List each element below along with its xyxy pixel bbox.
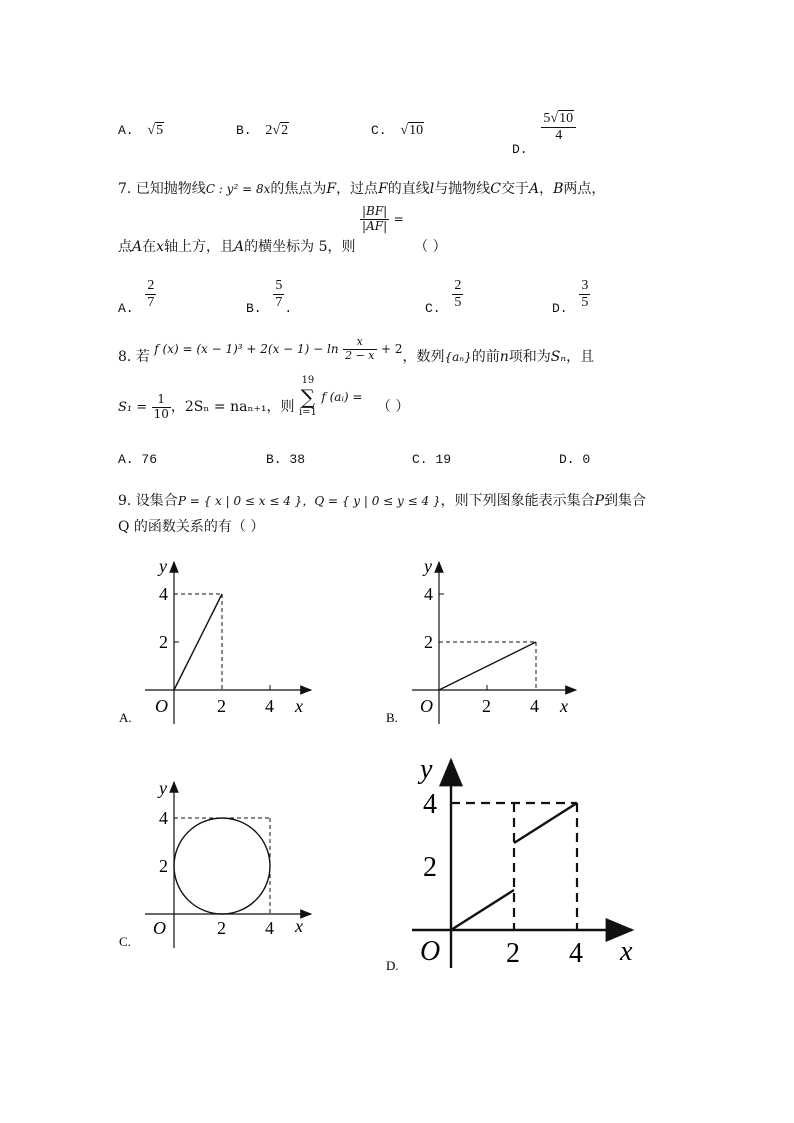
tick-label-y4: 4 (424, 584, 433, 604)
tick-label-x2: 2 (506, 938, 520, 969)
origin-label: O (153, 918, 166, 938)
y-label: y (159, 556, 167, 576)
graph-a (115, 552, 325, 732)
q6-option-b: B. 2√2 (236, 123, 289, 138)
tick-label-x2: 2 (217, 918, 226, 938)
tick-label-x4: 4 (265, 918, 274, 938)
function-segment (174, 594, 222, 690)
origin-label: O (155, 696, 168, 716)
q8-line1: 8. 若 f (x) = (x − 1)³ + 2(x − 1) − ln $\frac{x}{2 - x}$ + 2，数列{aₙ}的前n项和为Sₙ，且 (118, 335, 595, 366)
circle-curve (174, 818, 270, 914)
tick-label-y4: 4 (159, 584, 168, 604)
x-label: x (620, 936, 633, 967)
tick-label-y4: 4 (159, 808, 168, 828)
tick-label-x4: 4 (569, 938, 583, 969)
tick-label-y2: 2 (159, 632, 168, 652)
function-segment-1 (451, 890, 514, 930)
q7-line2: 点A在x轴上方，且A的横坐标为 5，则 $\frac{|BF|}{|AF|}$ = （ ） (118, 204, 447, 256)
tick-label-x2: 2 (482, 696, 491, 716)
graph-c (115, 772, 325, 957)
tick-label-y2: 2 (423, 852, 437, 883)
origin-label: O (420, 696, 433, 716)
q8-option-b: B. 38 (266, 452, 306, 467)
radicand: 10 (409, 123, 424, 138)
tick-label-y2: 2 (424, 632, 433, 652)
tick-label-x2: 2 (217, 696, 226, 716)
radicand: 2 (281, 123, 289, 138)
function-segment (439, 642, 536, 690)
q7-option-d: D. $\frac{3}{5}$ (552, 278, 589, 317)
y-label: y (420, 754, 433, 785)
function-segment-2 (514, 803, 577, 843)
y-label: y (159, 778, 167, 798)
y-label: y (424, 556, 432, 576)
graph-b (380, 552, 590, 732)
q8-line2: S₁ = $\frac{1}{10}$ ，2Sₙ = naₙ₊₁，则 19 ∑ i=1 f (aᵢ) = （ ） (118, 375, 410, 421)
tick-label-y2: 2 (159, 856, 168, 876)
q7-option-c: C. $\frac{2}{5}$ (425, 278, 462, 317)
q9-line1: 9. 设集合P = { x | 0 ≤ x ≤ 4 }，Q = { y | 0 ≤ y ≤ 4 }，则下列图象能表示集合P到集合 (118, 493, 647, 509)
q6-option-c: C. √10 (371, 123, 424, 138)
q7-option-b: B. $\frac{5}{7}$ . (246, 278, 293, 317)
x-label: x (560, 696, 568, 716)
q7-line1: 7. 已知抛物线C : y² = 8x的焦点为F，过点F的直线l与抛物线C交于A，B两点， (118, 181, 606, 197)
option-label: B. (386, 710, 398, 725)
x-label: x (295, 916, 303, 936)
tick-label-y4: 4 (423, 789, 437, 820)
tick-label-x4: 4 (530, 696, 539, 716)
graph-d (380, 750, 650, 975)
q7-option-a: A. $\frac{2}{7}$ (118, 278, 155, 317)
origin-label: O (420, 936, 441, 967)
q6-option-d: D. $\frac{5√10}{4}$ (512, 110, 576, 144)
option-label: C. (119, 934, 131, 949)
q8-option-a: A. 76 (118, 452, 158, 467)
option-label: D. (386, 958, 399, 973)
q8-option-d: D. 0 (559, 452, 591, 467)
bf-af-fraction: $\frac{|BF|}{|AF|}$ (361, 204, 388, 233)
q9-line2: Q 的函数关系的有（ ） (118, 519, 265, 535)
q8-option-c: C. 19 (412, 452, 452, 467)
option-label: A. (119, 710, 132, 725)
summation: 19 ∑ i=1 (298, 375, 317, 418)
x-label: x (295, 696, 303, 716)
tick-label-x4: 4 (265, 696, 274, 716)
q6-option-a: A. √5 (118, 123, 164, 138)
radicand: 5 (156, 123, 164, 138)
